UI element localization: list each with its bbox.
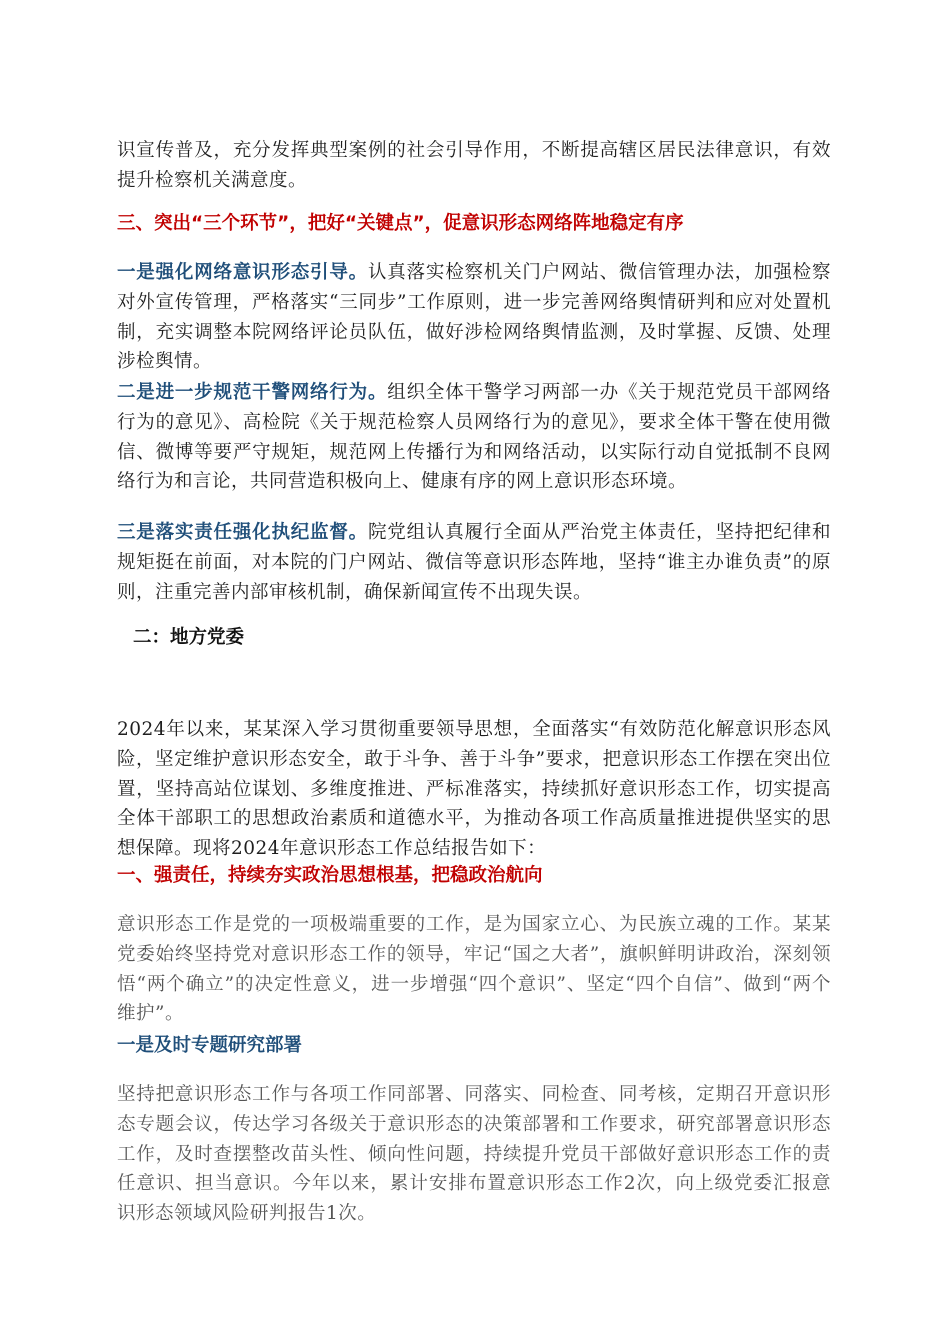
heading-one: 一、强责任，持续夯实政治思想根基，把稳政治航向 <box>117 865 543 886</box>
section-heading-three: 三、突出“三个环节”，把好“关键点”，促意识形态网络阵地稳定有序 <box>117 213 684 234</box>
item-three-text: 院党组认真履行全面从严治党主体责任，坚持把纪律和规矩挺在前面，对本院的门户网站、微信等意识形态阵地，坚持“谁主办谁负责”的原则，注重完善内部审核机制，确保新闻宣传不出现失误。 <box>117 522 831 603</box>
item-two-lead: 二是进一步规范干警网络行为。 <box>117 382 388 403</box>
paragraph-heading-one-body: 意识形态工作是党的一项极端重要的工作，是为国家立心、为民族立魂的工作。某某党委始终坚持党对意识形态工作的领导，牢记“国之大者”，旗帜鲜明讲政治，深刻领悟“两个确立”的决定性意义，进一步增强“四个意识”、坚定“四个自信”、做到“两个维护”。 <box>117 914 831 1025</box>
paragraph-item-three <box>117 518 831 607</box>
paragraph-continuation: 识宣传普及，充分发挥典型案例的社会引导作用，不断提高辖区居民法律意识，有效提升检察机关满意度。 <box>117 140 831 191</box>
item-one-lead: 一是强化网络意识形态引导。 <box>117 262 368 283</box>
section-two-title: 二：地方党委 <box>133 627 245 648</box>
subheading-one: 一是及时专题研究部署 <box>117 1035 303 1056</box>
item-three-lead: 三是落实责任强化执纪监督。 <box>117 522 368 543</box>
item-two-text: 组织全体干警学习两部一办《关于规范党员干部网络行为的意见》、高检院《关于规范检察人员网络行为的意见》，要求全体干警在使用微信、微博等要严守规矩，规范网上传播行为和网络活动，以实际行动自觉抵制不良网络行为和言论，共同营造积极向上、健康有序的网上意识形态环境。 <box>117 382 831 493</box>
paragraph-2024-intro: 2024年以来，某某深入学习贯彻重要领导思想，全面落实“有效防范化解意识形态风险，坚定维护意识形态安全，敢于斗争、善于斗争”要求，把意识形态工作摆在突出位置，坚持高站位谋划、多维度推进、严标准落实，持续抓好意识形态工作，切实提高全体干部职工的思想政治素质和道德水平，为推动各项工作高质量推进提供坚实的思想保障。现将2024年意识形态工作总结报告如下： <box>117 719 831 860</box>
paragraph-item-two <box>117 378 831 497</box>
item-one-text: 认真落实检察机关门户网站、微信管理办法，加强检察对外宣传管理，严格落实“三同步”工作原则，进一步完善网络舆情研判和应对处置机制，充实调整本院网络评论员队伍，做好涉检网络舆情监测，及时掌握、反馈、处理涉检舆情。 <box>117 262 831 373</box>
paragraph-item-one <box>117 258 831 377</box>
paragraph-subheading-one-body: 坚持把意识形态工作与各项工作同部署、同落实、同检查、同考核，定期召开意识形态专题会议，传达学习各级关于意识形态的决策部署和工作要求，研究部署意识形态工作，及时查摆整改苗头性、倾向性问题，持续提升党员干部做好意识形态工作的责任意识、担当意识。今年以来，累计安排布置意识形态工作2次，向上级党委汇报意识形态领域风险研判报告1次。 <box>117 1084 831 1225</box>
